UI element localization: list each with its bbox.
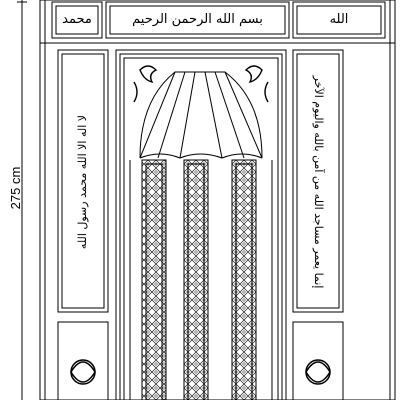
lattice-columns [130, 160, 272, 400]
top-center-calligraphy: بسم الله الرحمن الرحيم [132, 12, 263, 27]
dimension-label: 275 cm [8, 166, 23, 210]
top-right-calligraphy: الله [329, 12, 349, 27]
top-left-calligraphy: محمد [62, 12, 92, 27]
right-inscription: إنما يعمر مساجد الله من آمن بالله واليوم الآخر [312, 75, 325, 289]
conch-dome [140, 72, 262, 158]
left-inscription: لا اله الا الله محمد رسول الله [76, 114, 89, 250]
